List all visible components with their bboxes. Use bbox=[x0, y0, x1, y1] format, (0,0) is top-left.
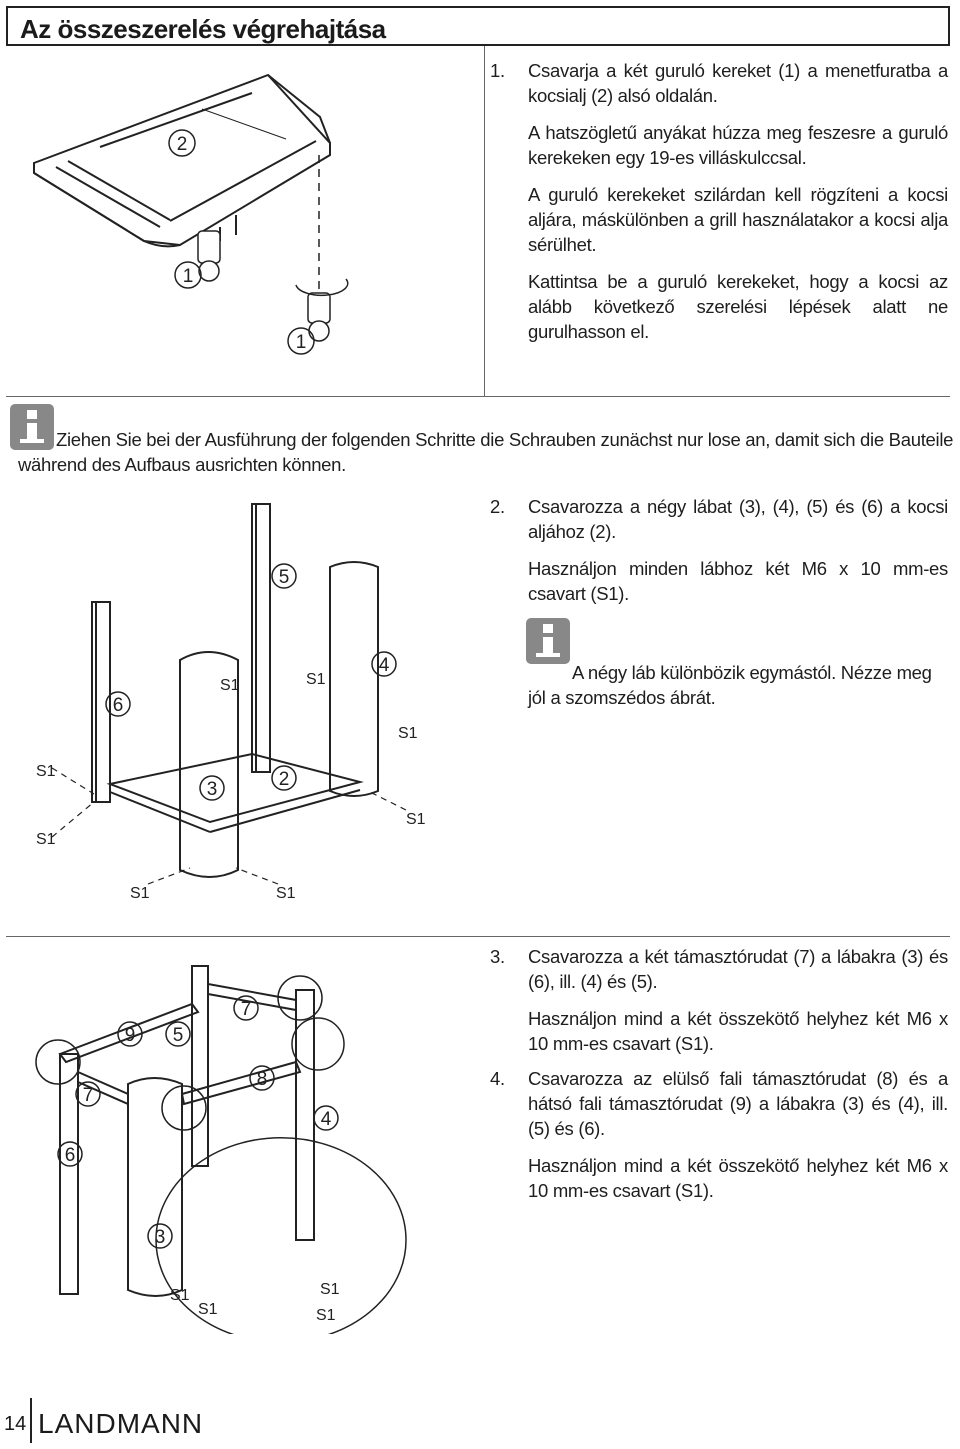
step2-text bbox=[490, 494, 948, 606]
fig2-label-leg4: 4 bbox=[378, 655, 390, 676]
step3-p1: Csavarozza a két támasztórudat (7) a lábakra (3) és (6), ill. (4) és (5). bbox=[528, 946, 948, 992]
page-number: 14 bbox=[4, 1413, 27, 1435]
caster-2 bbox=[308, 293, 330, 323]
frame-leg-left bbox=[60, 1054, 78, 1294]
fig3-screw-1: S1 bbox=[170, 1287, 190, 1304]
step2-note: A négy láb különbözik egymástól. Nézze meg jól a szomszédos ábrát. bbox=[528, 662, 932, 708]
fig2-screw-5: S1 bbox=[406, 811, 426, 828]
section-divider-2 bbox=[6, 936, 950, 937]
leg5 bbox=[252, 504, 270, 772]
fig2-screw-4: S1 bbox=[36, 763, 56, 780]
step3-p2: Használjon mind a két összekötő helyhez két M6 x 10 mm-es csavart (S1). bbox=[528, 1008, 948, 1054]
fig2-screw-6: S1 bbox=[36, 831, 56, 848]
zoom-detail bbox=[156, 1138, 406, 1334]
fig3-screw-2: S1 bbox=[198, 1301, 218, 1318]
step1-p1-row bbox=[490, 58, 948, 108]
step34-text bbox=[490, 944, 948, 1203]
frame-leg-back bbox=[192, 966, 208, 1166]
step1-p2: A hatszögletű anyákat húzza meg feszesre a guruló kerekeken egy 19-es villáskulccsal. bbox=[528, 122, 948, 168]
caster-1 bbox=[198, 231, 220, 263]
fig1-label-wheel-b: 1 bbox=[295, 332, 307, 353]
fig2-screw-8: S1 bbox=[276, 885, 296, 902]
fig3-label-rod9: 9 bbox=[124, 1025, 136, 1046]
page-title-bar bbox=[6, 6, 950, 46]
step1-number: 1. bbox=[490, 60, 505, 81]
base-floor bbox=[110, 754, 360, 822]
fig3-screw-3: S1 bbox=[320, 1281, 340, 1298]
step4-number: 4. bbox=[490, 1068, 505, 1089]
fig2-label-leg5: 5 bbox=[278, 567, 290, 588]
step4-p1-row bbox=[490, 1066, 948, 1141]
step2-p1: Csavarozza a négy lábat (3), (4), (5) és (6) a kocsi aljához (2). bbox=[528, 496, 948, 542]
step1-p3: A guruló kerekeket szilárdan kell rögzíteni a kocsi aljára, máskülönben a grill használatakor a kocsi alja sérülhet. bbox=[528, 184, 948, 255]
step4-p2: Használjon mind a két összekötő helyhez két M6 x 10 mm-es csavart (S1). bbox=[528, 1155, 948, 1201]
fig1-label-base: 2 bbox=[176, 134, 188, 155]
figure2-legs bbox=[30, 492, 480, 912]
fig3-label-rod7a: 7 bbox=[240, 999, 252, 1020]
leg6 bbox=[92, 602, 110, 802]
fig2-label-base: 2 bbox=[278, 769, 290, 790]
step2-number: 2. bbox=[490, 496, 505, 517]
figure1-base-casters bbox=[20, 55, 480, 395]
fig1-label-wheel-a: 1 bbox=[182, 266, 194, 287]
base-plate bbox=[34, 75, 330, 245]
figure1-divider bbox=[484, 46, 485, 396]
step2-p2: Használjon minden lábhoz két M6 x 10 mm-es csavart (S1). bbox=[528, 558, 948, 604]
step3-p1-row bbox=[490, 944, 948, 994]
fig3-label-leg3: 3 bbox=[154, 1227, 166, 1248]
fig3-screw-4: S1 bbox=[316, 1307, 336, 1324]
step4-p1: Csavarozza az elülső fali támasztórudat (8) és a hátsó fali támasztórudat (9) a lábakra (3) és (4), ill. (5) és (6). bbox=[528, 1068, 948, 1139]
fig2-screw-1: S1 bbox=[220, 677, 240, 694]
fig3-label-rod8: 8 bbox=[256, 1069, 268, 1090]
fig3-label-rod7b: 7 bbox=[82, 1085, 94, 1106]
fig3-label-leg6: 6 bbox=[64, 1145, 76, 1166]
fig2-label-leg6: 6 bbox=[112, 695, 124, 716]
footer-divider bbox=[30, 1398, 32, 1443]
fig2-screw-3: S1 bbox=[398, 725, 418, 742]
info-icon-2 bbox=[526, 618, 570, 664]
figure3-frame bbox=[20, 944, 480, 1334]
step1-p4: Kattintsa be a guruló kerekeket, hogy a kocsi az alább következő szerelési lépések alatt ne gurulhasson el. bbox=[528, 271, 948, 342]
page-title: Az összeszerelés végrehajtása bbox=[20, 14, 386, 44]
brand-logo: LANDMANN bbox=[38, 1408, 204, 1439]
fig3-label-leg5: 5 bbox=[172, 1025, 184, 1046]
fig2-screw-2: S1 bbox=[306, 671, 326, 688]
rod8 bbox=[182, 1062, 300, 1104]
leg4 bbox=[330, 562, 378, 796]
section-divider-1 bbox=[6, 396, 950, 397]
fig2-screw-7: S1 bbox=[130, 885, 150, 902]
step2-p1-row bbox=[490, 494, 948, 544]
fig2-label-leg3: 3 bbox=[206, 779, 218, 800]
step1-text bbox=[490, 58, 948, 344]
step1-p1: Csavarja a két guruló kereket (1) a menetfuratba a kocsialj (2) alsó oldalán. bbox=[528, 60, 948, 106]
fig3-label-leg4: 4 bbox=[320, 1109, 332, 1130]
step3-number: 3. bbox=[490, 946, 505, 967]
info-note: Ziehen Sie bei der Ausführung der folgenden Schritte die Schrauben zunächst nur lose an, damit sich die Bauteile während des Aufbaus ausrichten können. bbox=[18, 429, 954, 475]
